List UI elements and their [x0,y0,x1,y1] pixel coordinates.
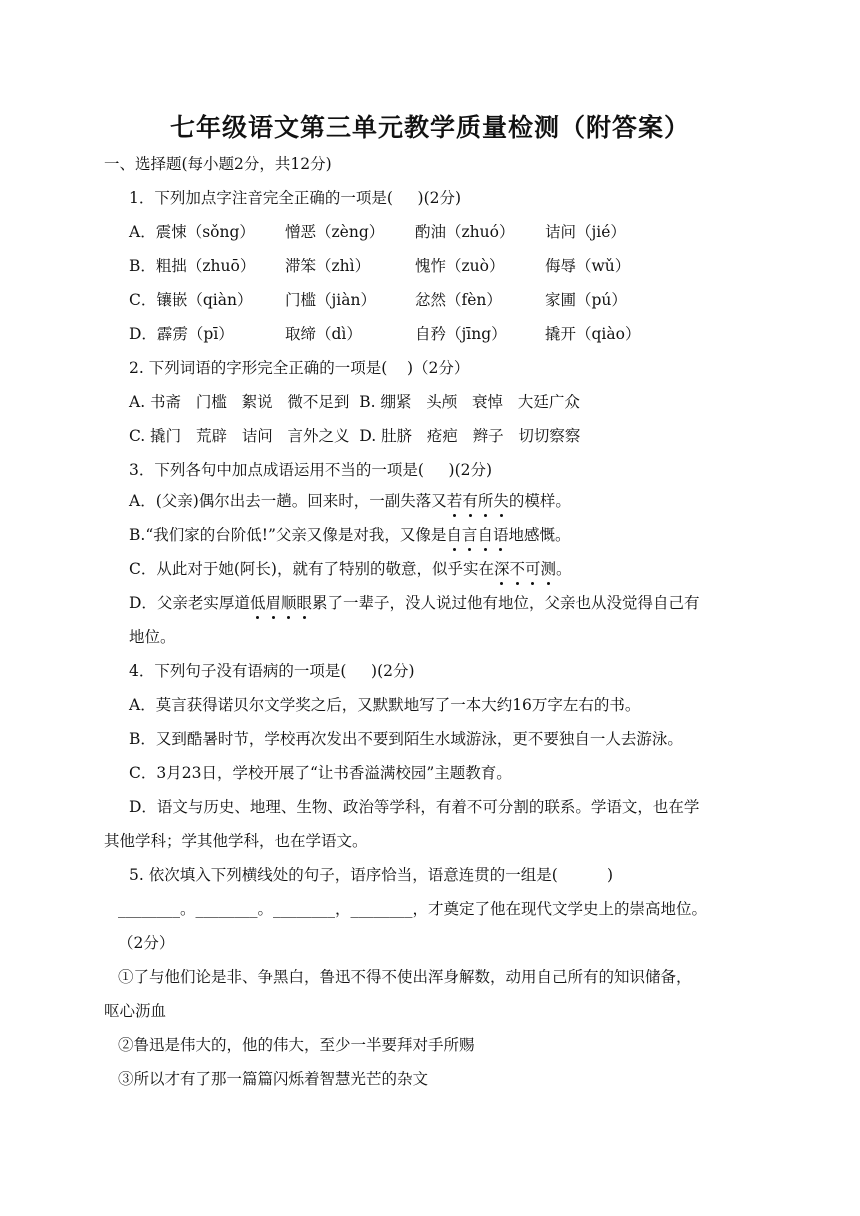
q4-option-d: D．语文与历史、地理、生物、政治等学科，有着不可分割的联系。学语文，也在学 [129,798,700,816]
q4-option-a: A．莫言获得诺贝尔文学奖之后，又默默地写了一本大约16万字左右的书。 [129,696,641,714]
q1-option-a-3: 酌油（zhuó） [415,223,515,241]
page-title: 七年级语文第三单元教学质量检测（附答案） [169,113,690,142]
q3-option-c-text: C．从此对于她(阿长)，就有了特别的敬意，似乎实在 [129,560,494,578]
q3-option-d [129,592,700,614]
emphasis-char: 失 [493,492,509,510]
q1-option-d-2: 取缔（dì） [285,325,362,343]
q1-stem: 1．下列加点字注音完全正确的一项是( )(2分) [129,189,462,207]
emphasis-char: 有 [462,492,478,510]
q1-option-b-1: B．粗拙（zhuō） [129,257,256,275]
q5-blanks: ________。________。________，________，才奠定了他在现代文学史上的崇高地位。 [118,900,708,918]
emphasis-char: 自 [477,526,493,544]
q1-option-a-4: 诘问（jié） [545,223,626,241]
q3-option-d-text: D．父亲老实厚道 [129,594,250,612]
emphasis-char: 眼 [296,594,312,612]
q3-option-a-text: A．(父亲)偶尔出去一趟。回来时，一副失落又 [129,492,447,510]
q3-option-d-continued: 地位。 [129,628,176,646]
q1-option-c-3: 忿然（fèn） [415,291,502,309]
q2-stem: 2. 下列词语的字形完全正确的一项是( )（2分） [129,359,470,377]
q4-option-c: C．3月23日，学校开展了“让书香溢满校园”主题教育。 [129,764,512,782]
q1-option-c-1: C．镶嵌（qiàn） [129,291,253,309]
q3-option-a [129,490,571,512]
q5-sentence-2: ②鲁迅是伟大的，他的伟大，至少一半要拜对手所赐 [118,1036,475,1054]
q3-option-d-tail: 累了一辈子，没人说过他有地位，父亲也从没觉得自己有 [312,594,700,612]
q3-option-b-tail: 地感慨。 [508,526,571,544]
q5-sentence-3: ③所以才有了那一篇篇闪烁着智慧光芒的杂文 [118,1070,429,1088]
q3-option-b-emphasis [446,526,508,544]
q3-option-a-tail: 的模样。 [508,492,571,510]
emphasis-char: 眉 [265,594,281,612]
q4-stem: 4．下列句子没有语病的一项是( )(2分) [129,662,415,680]
q3-option-a-emphasis [447,492,509,510]
q1-option-a-1: A．震悚（sǒng） [129,223,255,241]
q3-option-c-emphasis [494,560,556,578]
q1-option-d-1: D．霹雳（pī） [129,325,234,343]
q4-option-b: B．又到酷暑时节，学校再次发出不要到陌生水域游泳，更不要独自一人去游泳。 [129,730,683,748]
emphasis-char: 若 [446,492,463,510]
q3-option-b [129,524,570,546]
q5-stem: 5. 依次填入下列横线处的句子，语序恰当，语意连贯的一组是( ) [129,866,614,884]
emphasis-char: 自 [446,526,462,544]
q5-sentence-1: ①了与他们论是非、争黑白，鲁迅不得不使出浑身解数，动用自己所有的知识储备， [118,968,692,986]
q2-options-cd: C. 撬门 荒辟 诘问 言外之义 D. 肚脐 疮疤 辫子 切切察察 [129,427,581,445]
emphasis-char: 低 [249,594,266,612]
q1-option-b-4: 侮辱（wǔ） [545,257,631,275]
q1-option-b-3: 愧怍（zuò） [415,257,505,275]
q5-sentence-1-continued: 呕心沥血 [104,1002,167,1020]
q3-option-c-tail: 。 [556,560,572,578]
q1-option-b-2: 滞笨（zhì） [285,257,371,275]
q3-stem: 3．下列各句中加点成语运用不当的一项是( )(2分) [129,461,493,479]
emphasis-char: 测 [540,560,557,578]
q1-option-c-4: 家圃（pú） [545,291,627,309]
q4-option-d-continued: 其他学科；学其他学科，也在学语文。 [104,832,368,850]
q1-option-d-3: 自矜（jīng） [415,325,507,343]
q1-option-a-2: 憎恶（zèng） [285,223,385,241]
emphasis-char: 所 [477,492,494,510]
q3-option-d-emphasis [250,594,312,612]
emphasis-char: 顺 [280,594,297,612]
q1-option-d-4: 撬开（qiào） [545,325,641,343]
q1-option-c-2: 门槛（jiàn） [285,291,376,309]
emphasis-char: 不 [509,560,525,578]
emphasis-char: 语 [492,526,509,544]
q3-option-b-text: B.“我们家的台阶低!”父亲又像是对我，又像是 [129,526,447,544]
q5-score: （2分） [118,934,175,952]
emphasis-char: 深 [493,560,510,578]
section-heading: 一、选择题(每小题2分，共12分) [104,155,332,173]
q2-options-ab: A. 书斋 门槛 絮说 微不足到 B. 绷紧 头颅 衰悼 大廷广众 [129,393,580,411]
emphasis-char: 可 [525,560,541,578]
q3-option-c [129,558,572,580]
emphasis-char: 言 [461,526,478,544]
